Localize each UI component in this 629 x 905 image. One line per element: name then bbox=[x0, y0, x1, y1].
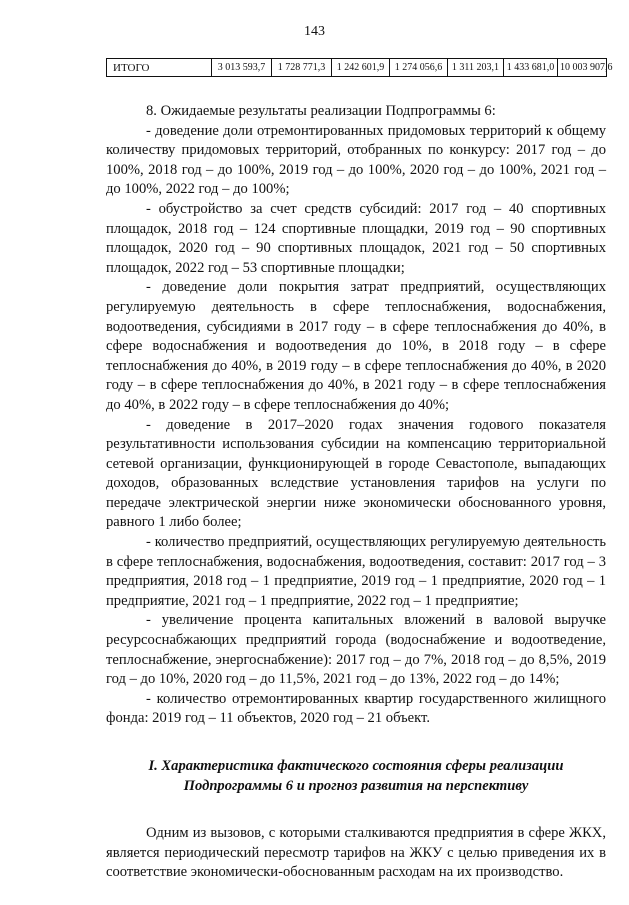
totals-cell: 1 311 203,1 bbox=[448, 59, 504, 77]
page-number: 143 bbox=[304, 24, 325, 39]
list-item: - доведение доли отремонтированных придомовых территорий к общему количеству придомовых территорий, отобранных по конкурсу: 2017 год – до 100%, 2018 год – до 100%, 2019 год – до 100%, 2020 год – до 100%, 2021 год – до 100%, 2022 год – до 100%; bbox=[106, 122, 606, 198]
heading-line: I. Характеристика фактического состояния сферы реализации bbox=[148, 758, 564, 774]
list-item: - увеличение процента капитальных вложений в валовой выручке ресурсоснабжающих предприятий города (водоснабжение и водоотведение, теплоснабжение, энергоснабжение): 2017 год – до 7%, 2018 год – до 8,5%, 2019 год – до 10%, 2020 год – до 11,5%, 2021 год – до 13%, 2022 год – до 14%; bbox=[106, 612, 606, 688]
totals-cell: 1 433 681,0 bbox=[504, 59, 558, 77]
totals-cell: 1 728 771,3 bbox=[272, 59, 332, 77]
totals-label: ИТОГО bbox=[107, 59, 212, 77]
closing-paragraph: Одним из вызовов, с которыми сталкиваются предприятия в сфере ЖКХ, является периодический пересмотр тарифов на ЖКУ с целью приведения их в соответствие экономически-обоснованным расходам на их производство. bbox=[106, 825, 606, 881]
totals-cell: 3 013 593,7 bbox=[212, 59, 272, 77]
list-item: - доведение доли покрытия затрат предприятий, осуществляющих регулируемую деятельность в сфере теплоснабжения, водоснабжения, водоотведения, субсидиями в 2017 году – в сфере теплоснабжения до 40%, в сфере водоснабжения и водоотведения до 10%, в 2018 году – в сфере теплоснабжения до 40%, в 2019 году – в сфере теплоснабжения до 40%, в 2020 году – в сфере теплоснабжения до 40%, в 2021 году – в сфере теплоснабжения до 40%, в 2022 году – в сфере теплоснабжения до 40%; bbox=[106, 279, 606, 413]
list-item: - количество отремонтированных квартир государственного жилищного фонда: 2019 год – 11 объектов, 2020 год – 21 объект. bbox=[106, 690, 606, 727]
heading-line: Подпрограммы 6 и прогноз развития на перспективу bbox=[183, 777, 529, 794]
totals-table bbox=[106, 58, 613, 77]
list-item: - доведение в 2017–2020 годах значения годового показателя результативности использования субсидии на компенсацию территориальной сетевой организации, функционирующей в городе Севастополе, выпадающих доходов, образованных вследствие установления тарифов на услуги по передаче электрической энергии ниже экономически обоснованного уровня, равного 1 либо более; bbox=[106, 416, 606, 531]
section-title: 8. Ожидаемые результаты реализации Подпрограммы 6: bbox=[146, 103, 496, 119]
totals-cell: 10 003 907,6 bbox=[558, 59, 607, 77]
list-item: - обустройство за счет средств субсидий: 2017 год – 40 спортивных площадок, 2018 год – 124 спортивные площадки, 2019 год – 90 спортивных площадок, 2020 год – 90 спортивных площадок, 2021 год – 50 спортивных площадок, 2022 год – 53 спортивные площадки; bbox=[106, 200, 606, 276]
totals-cell: 1 242 601,9 bbox=[332, 59, 390, 77]
document-body bbox=[106, 102, 606, 883]
list-item: - количество предприятий, осуществляющих регулируемую деятельность в сфере теплоснабжения, водоснабжения, водоотведения, составит: 2017 год – 3 предприятия, 2018 год – 1 предприятие, 2019 год – 1 предприятие, 2020 год – 1 предприятие, 2021 год – 1 предприятие, 2022 год – 1 предприятие; bbox=[106, 534, 606, 609]
section-heading bbox=[106, 757, 606, 796]
table-row bbox=[107, 59, 607, 77]
totals-cell: 1 274 056,6 bbox=[390, 59, 448, 77]
